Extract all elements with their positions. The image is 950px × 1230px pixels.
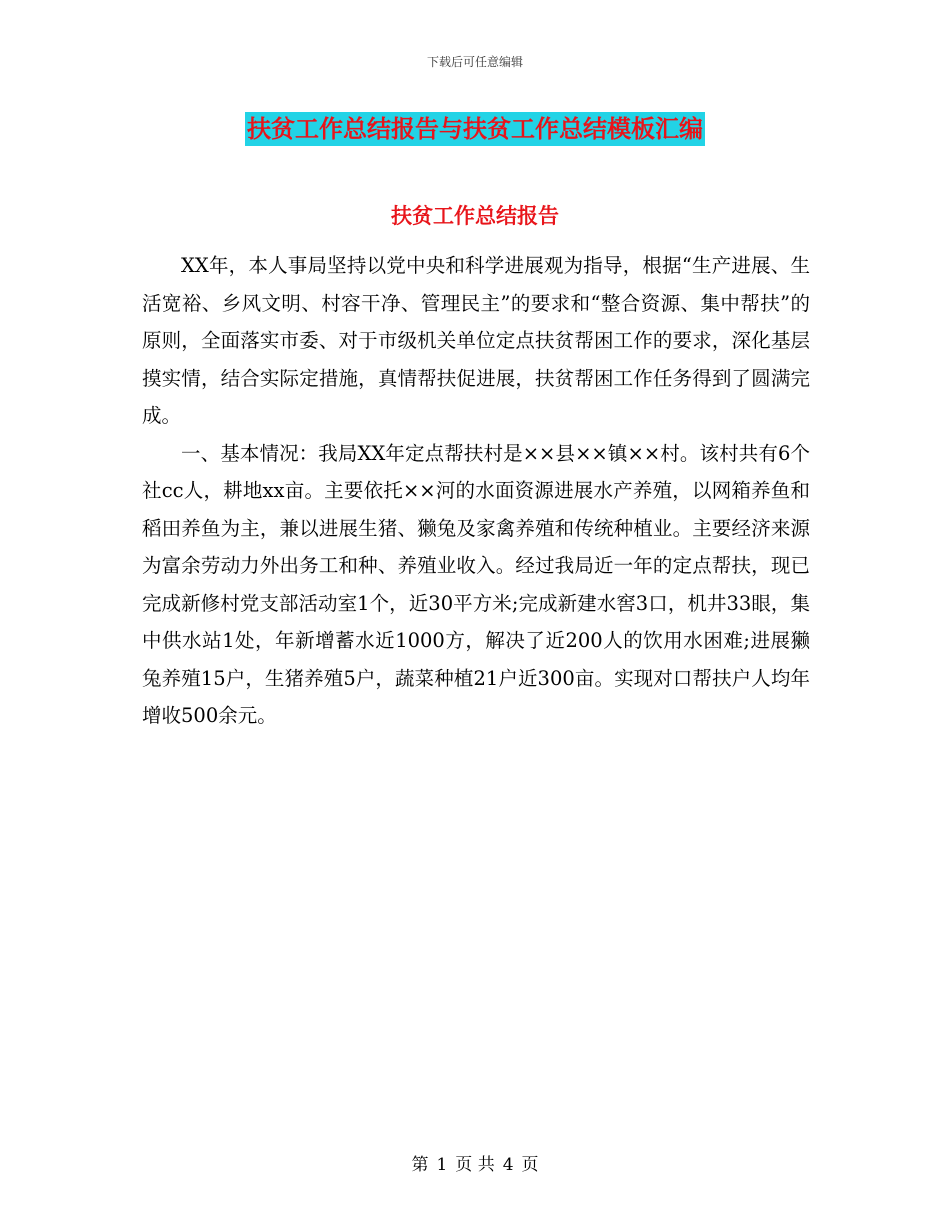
paragraph-basic-situation: 一、基本情况：我局XX年定点帮扶村是××县××镇××村。该村共有6个社cc人，耕地xx亩。主要依托××河的水面资源进展水产养殖，以网箱养鱼和稻田养鱼为主，兼以进展生猪、獭兔及家禽养殖和传统种植业。主要经济来源为富余劳动力外出务工和种、养殖业收入。经过我局近一年的定点帮扶，现已完成新修村党支部活动室1个，近30平方米;完成新建水窖3口，机井33眼，集中供水站1处，年新增蓄水近1000方，解决了近200人的饮用水困难;进展獭兔养殖15户，生猪养殖5户，蔬菜种植21户近300亩。实现对口帮扶户人均年增收500余元。 xyxy=(142,441,810,727)
footer-suffix: 页 xyxy=(521,1155,539,1175)
footer-total-pages: 4 xyxy=(502,1155,514,1175)
paragraph-intro: XX年，本人事局坚持以党中央和科学进展观为指导，根据“生产进展、生活宽裕、乡风文明、村容干净、管理民主”的要求和“整合资源、集中帮扶”的原则，全面落实市委、对于市级机关单位定点扶贫帮困工作的要求，深化基层摸实情，结合实际定措施，真情帮扶促进展，扶贫帮困工作任务得到了圆满完成。 xyxy=(142,254,810,427)
footer-middle: 页 共 xyxy=(455,1155,495,1175)
page-footer xyxy=(0,1153,950,1177)
section-title: 扶贫工作总结报告 xyxy=(391,203,559,228)
footer-current-page: 1 xyxy=(436,1155,448,1175)
body-text xyxy=(142,247,810,735)
main-title-container xyxy=(0,112,950,146)
main-title: 扶贫工作总结报告与扶贫工作总结模板汇编 xyxy=(245,112,705,146)
header-note: 下载后可任意编辑 xyxy=(426,55,523,69)
footer-prefix: 第 xyxy=(411,1155,429,1175)
